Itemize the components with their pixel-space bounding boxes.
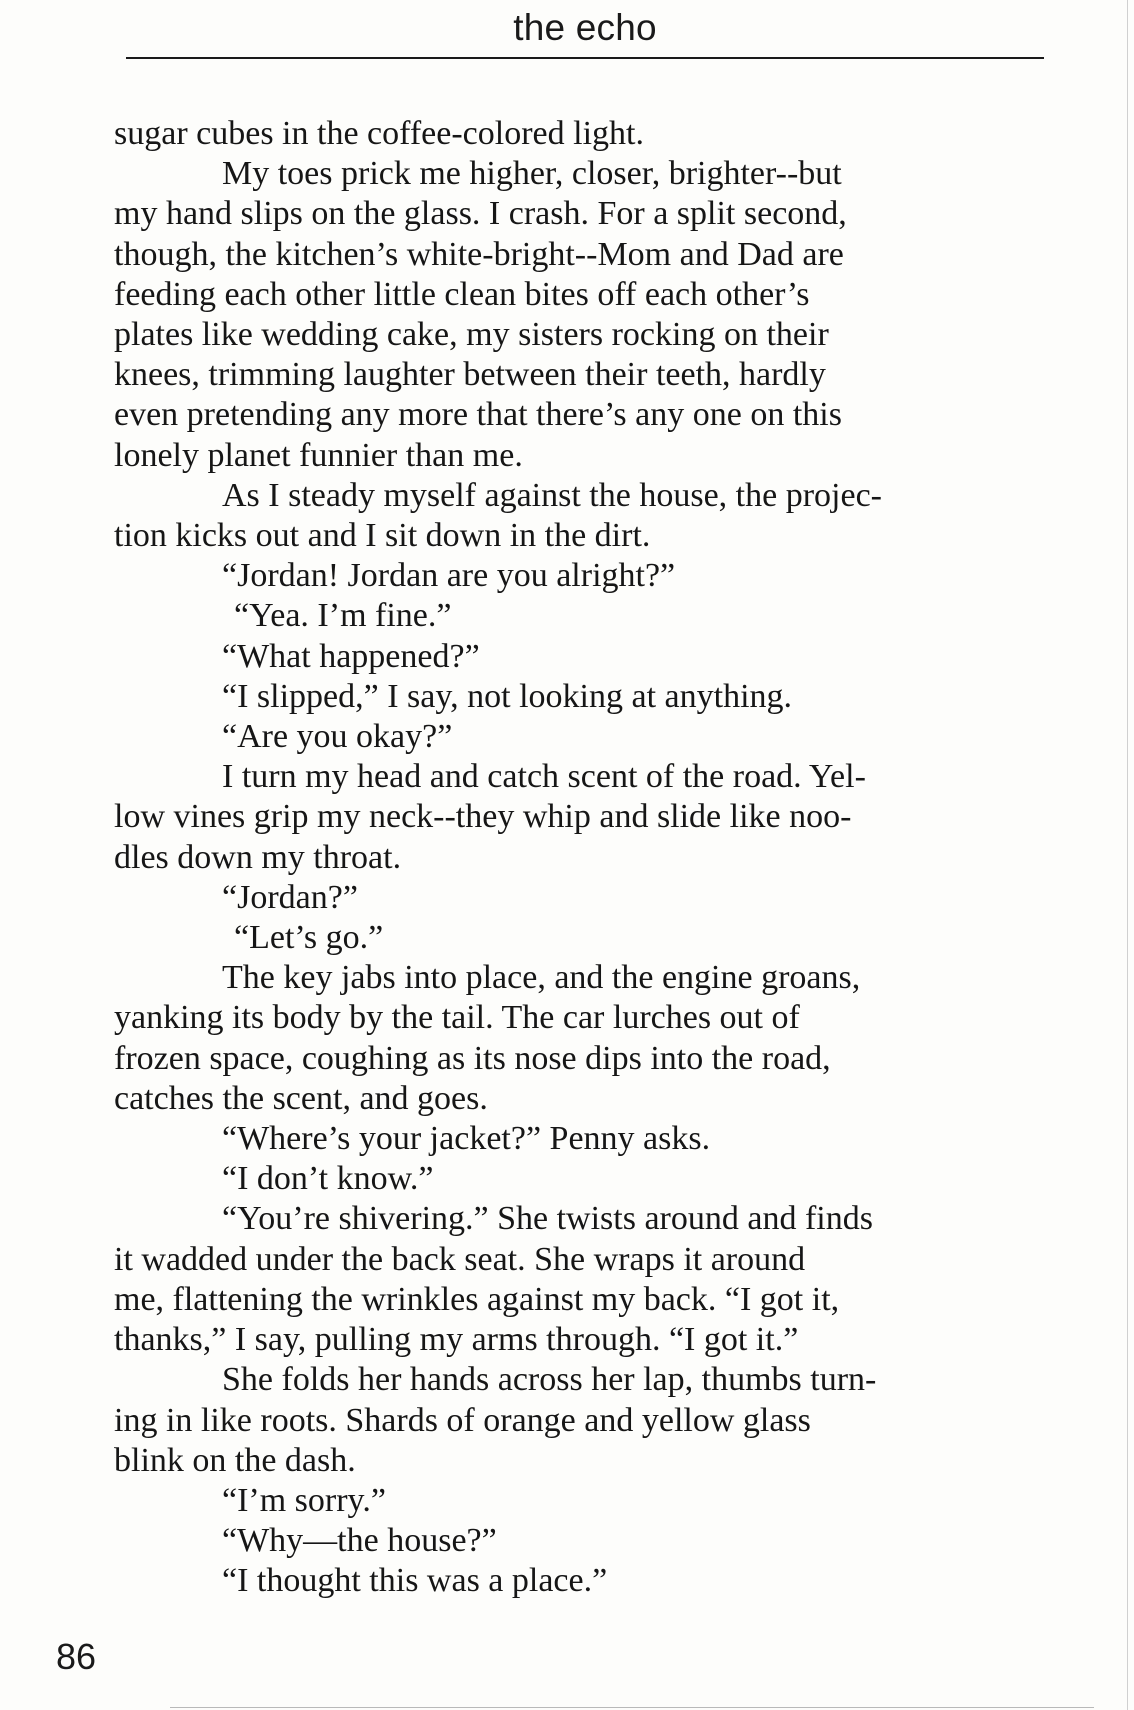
body-text (114, 114, 1044, 1602)
text-line: “Yea. I’m fine.” (234, 597, 452, 635)
text-line: catches the scent, and goes. (114, 1079, 488, 1117)
text-line: My toes prick me higher, closer, brighter--but (222, 155, 842, 193)
page-number: 86 (56, 1636, 97, 1677)
text-line: “You’re shivering.” She twists around and finds (222, 1200, 873, 1238)
running-header (126, 0, 1044, 62)
text-line: tion kicks out and I sit down in the dirt. (114, 517, 651, 555)
text-line: The key jabs into place, and the engine groans, (222, 959, 861, 997)
text-line: “Jordan! Jordan are you alright?” (222, 557, 676, 595)
text-line: frozen space, coughing as its nose dips into the road, (114, 1039, 831, 1077)
text-line: it wadded under the back seat. She wraps it around (114, 1240, 806, 1278)
text-line: my hand slips on the glass. I crash. For a split second, (114, 195, 847, 233)
text-line: lonely planet funnier than me. (114, 436, 523, 474)
text-line: “Are you okay?” (222, 718, 453, 756)
text-line: feeding each other little clean bites off each other’s (114, 275, 810, 313)
text-line: “I thought this was a place.” (222, 1562, 608, 1600)
text-line: “I’m sorry.” (222, 1481, 386, 1519)
text-line: “Why—the house?” (222, 1522, 497, 1560)
running-header-title: the echo (513, 7, 657, 48)
text-line: though, the kitchen’s white-bright--Mom and Dad are (114, 235, 844, 273)
text-line: “What happened?” (222, 637, 480, 675)
text-line: She folds her hands across her lap, thumbs turn- (222, 1361, 877, 1399)
text-line: thanks,” I say, pulling my arms through. “I got it.” (114, 1321, 799, 1359)
text-line: ing in like roots. Shards of orange and yellow glass (114, 1401, 811, 1439)
text-line: plates like wedding cake, my sisters rocking on their (114, 316, 829, 354)
text-line: As I steady myself against the house, the projec- (222, 476, 882, 514)
text-line: I turn my head and catch scent of the road. Yel- (222, 758, 866, 796)
text-line: “I slipped,” I say, not looking at anything. (222, 677, 793, 715)
text-line: knees, trimming laughter between their teeth, hardly (114, 356, 826, 394)
page-edge-bottom (170, 1707, 1094, 1708)
page-edge-right (1127, 0, 1128, 1710)
text-line: me, flattening the wrinkles against my back. “I got it, (114, 1280, 840, 1318)
text-line: “Jordan?” (222, 878, 358, 916)
text-line: “I don’t know.” (222, 1160, 434, 1198)
text-line: sugar cubes in the coffee-colored light. (114, 115, 644, 152)
text-line: “Let’s go.” (234, 919, 384, 957)
text-line: “Where’s your jacket?” Penny asks. (222, 1120, 711, 1158)
text-line: low vines grip my neck--they whip and slide like noo- (114, 798, 852, 836)
header-rule (126, 57, 1044, 59)
text-line: even pretending any more that there’s any one on this (114, 396, 842, 434)
text-line: yanking its body by the tail. The car lurches out of (114, 999, 800, 1037)
text-line: blink on the dash. (114, 1441, 356, 1479)
text-line: dles down my throat. (114, 838, 402, 876)
